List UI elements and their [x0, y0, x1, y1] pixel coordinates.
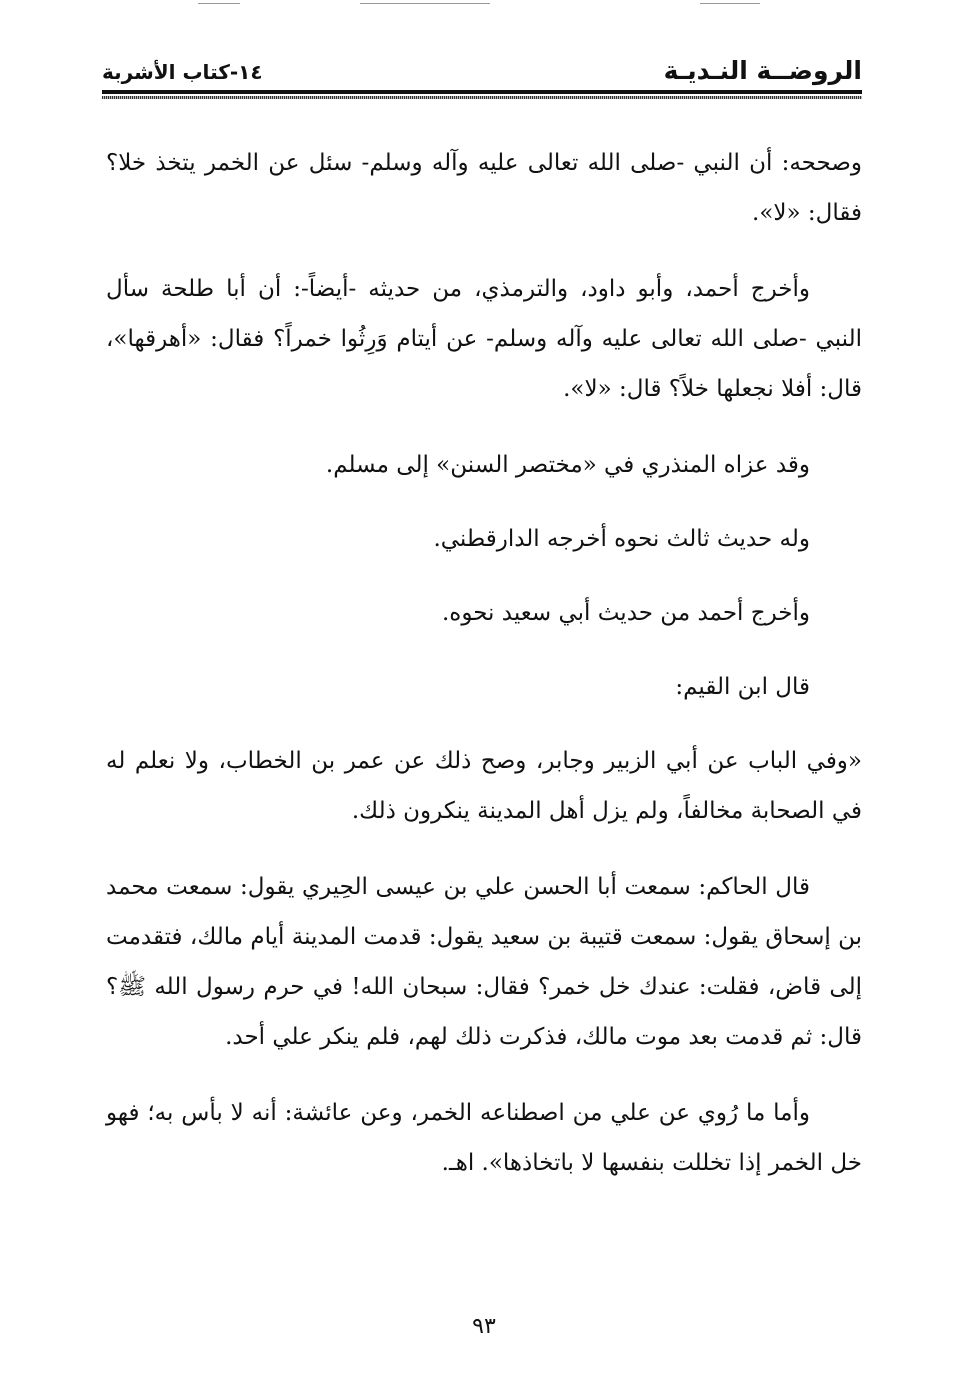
paragraph: وأما ما رُوي عن علي من اصطناعه الخمر، وعن عائشة: أنه لا بأس به؛ فهو خل الخمر إذا تخللت بنفسها لا باتخاذها». اهـ.	[106, 1100, 862, 1176]
page-body	[106, 138, 862, 1188]
book-title: الروضــة النـديـة	[663, 56, 862, 85]
header-divider	[102, 90, 862, 100]
paragraph: قال الحاكم: سمعت أبا الحسن علي بن عيسى الحِيري يقول: سمعت محمد بن إسحاق يقول: سمعت قتيبة بن سعيد يقول: قدمت المدينة أيام مالك، فتقدمت إلى قاض، فقلت: عندك خل خمر؟ فقال: سبحان الله! في حرم رسول الله ﷺ؟ قال: ثم قدمت بعد موت مالك، فذكرت ذلك لهم، فلم ينكر علي أحد.	[106, 874, 862, 1050]
scan-edge-marks	[0, 0, 968, 8]
running-header	[102, 54, 862, 94]
paragraph: وأخرج أحمد، وأبو داود، والترمذي، من حديثه -أيضاً-: أن أبا طلحة سأل النبي -صلى الله تعالى عليه وآله وسلم- عن أيتام وَرِثُوا خمراً؟ فقال: «أهرقها»، قال: أفلا نجعلها خلاً؟ قال: «لا».	[106, 276, 862, 402]
page-number: ٩٣	[472, 1314, 496, 1339]
header-rule-thin	[102, 96, 862, 99]
paragraph: قال ابن القيم:	[675, 674, 810, 700]
paragraph: وله حديث ثالث نحوه أخرجه الدارقطني.	[433, 526, 810, 552]
paragraph: وقد عزاه المنذري في «مختصر السنن» إلى مسلم.	[325, 452, 810, 478]
chapter-title: ١٤-كتاب الأشربة	[102, 60, 263, 84]
header-rule-thick	[102, 90, 862, 94]
paragraph: وأخرج أحمد من حديث أبي سعيد نحوه.	[441, 600, 810, 626]
quote-paragraph: «وفي الباب عن أبي الزبير وجابر، وصح ذلك عن عمر بن الخطاب، ولا نعلم له في الصحابة مخالفاً، ولم يزل أهل المدينة ينكرون ذلك.	[106, 748, 862, 824]
paragraph: وصححه: أن النبي -صلى الله تعالى عليه وآله وسلم- سئل عن الخمر يتخذ خلا؟ فقال: «لا».	[106, 150, 862, 226]
